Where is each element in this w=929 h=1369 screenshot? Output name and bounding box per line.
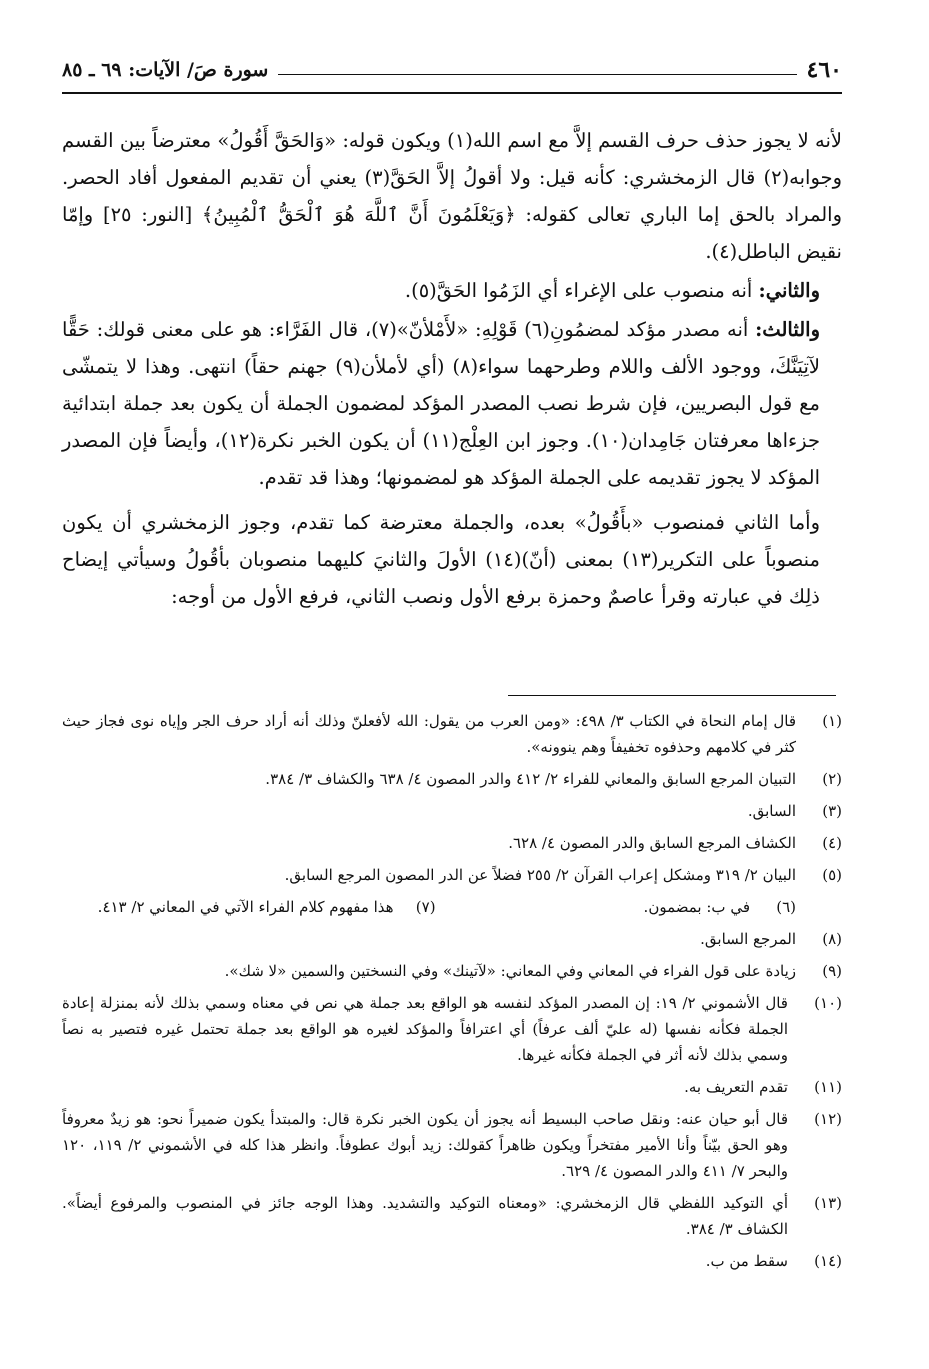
paragraph-1: لأنه لا يجوز حذف حرف القسم إلاَّ مع اسم الله(١) ويكون قوله: «وَالحَقَّ أَقُولُ» معترضاً بين القسم وجوابه(٢) قال الزمخشري: كأنه قيل: ولا أقولُ إلاَّ الحَقَّ(٣) يعني أن تقديم المفعول أفاد الحصر. والمراد بالحق إما الباري تعالى كقوله: ﴿وَيَعْلَمُونَ أَنَّ ٱللَّهَ هُوَ ٱلْحَقُّ ٱلْمُبِينُ﴾ [النور: ٢٥] وإمّا نقيض الباطل(٤). [62,129,843,263]
footnote-number: (٤) [822,834,842,852]
footnote-number: (١١) [814,1078,842,1096]
footnote-10 [62,990,842,1068]
footnote-text: قال أبو حيان عنه: ونقل صاحب البسيط أنه يجوز أن يكون الخبر نكرة قال: والمبتدأ يكون ضميراً نحو: هو زيدٌ معروفاً وهو الحق بيّناً وأنا الأمير مفتخراً ويكون ظاهراً كقولك: زيد أبوك عطوفاً. وانظر هذا كله في الأشموني ٢/ ١١٩، ١٢٠ والبحر ٧/ ٤١١ والدر المصون ٤/ ٦٢٩. [62,1110,788,1180]
chapter-title: سورة صَ/ الآيات: ٦٩ ـ ٨٥ [62,59,269,81]
footnote-number: (٩) [822,962,842,980]
footnote-number: (١٢) [814,1110,842,1128]
footnote-number: (٧) [415,898,436,916]
footnote-text: سقط من ب. [705,1252,788,1270]
footnote-text: في ب: بمضمون. [643,898,750,916]
paragraph-2-text: أنه منصوب على الإغراء أي الزَمُوا الحَقَّ(٥). [404,279,759,302]
header-rule [278,74,796,75]
footnote-text: السابق. [747,802,796,820]
footnote-text: الكشاف المرجع السابق والدر المصون ٤/ ٦٢٨. [508,834,796,852]
paragraph-3-text: أنه مصدر مؤكد لمضمُونِ(٦) قَوْلِهِ: «لأَمْلأنّ»(٧)، قال الفَرَّاء: هو على معنى قولك: حَقًّا لآتِيَنَّكَ، ووجود الألف واللام وطرحهما سواء(٨) (أي لأملأن(٩) جهنم حقاً) انتهى. وهذا لا يتمشّى مع قول البصريين، فإن شرط نصب المصدر المؤكد لمضمون الجملة أن يكون بعد جملة ابتدائية جزءاها معرفتان جَامِدان(١٠). وجوز ابن العِلْج(١١) أن يكون الخبر نكرة(١٢)، وأيضاً فإن المصدر المؤكد لا يجوز تقديمه على الجملة المؤكد هو لمضمونها؛ وهذا قد تقدم. [62,318,820,489]
footnote-2 [62,766,842,792]
footnote-text: قال إمام النحاة في الكتاب ٣/ ٤٩٨: «ومن العرب من يقول: الله لأفعلنّ وذلك أنه أراد حرف الجر وإياه نوى فجاز حيث كثر في كلامهم وحذفوه تخفيفاً وهم ينوونه». [62,712,796,756]
paragraph-3 [62,311,842,496]
footnote-text: تقدم التعريف به. [684,1078,788,1096]
footnote-11 [62,1074,842,1100]
footnote-text: البيان ٢/ ٣١٩ ومشكل إعراب القرآن ٢/ ٢٥٥ فضلاً عن الدر المصون المرجع السابق. [284,866,796,884]
paragraph-3-lead: والثالث: [755,318,820,341]
footnote-text: زيادة على قول الفراء في المعاني وفي المعاني: «لآتينك» وفي النسختين والسمين «لا شك». [224,962,796,980]
footnote-9 [62,958,842,984]
header-divider [62,92,842,94]
footnote-number: (٨) [822,930,842,948]
page-number: ٤٦٠ [806,57,842,83]
footnote-8 [62,926,842,952]
footnote-number: (٦) [776,898,796,916]
footnote-number: (١) [822,712,842,730]
footnote-number: (١٣) [814,1194,842,1212]
running-header [62,54,842,86]
footnotes [62,708,842,1280]
footnote-13 [62,1190,842,1242]
main-text [62,122,842,615]
footnote-number: (١٠) [814,994,842,1012]
footnote-number: (١٤) [814,1252,842,1270]
footnote-text: أي التوكيد اللفظي قال الزمخشري: «ومعناه التوكيد والتشديد. وهذا الوجه جائز في المنصوب والمرفوع أيضاً». الكشاف ٣/ ٣٨٤. [62,1194,788,1238]
footnote-5 [62,862,842,888]
footnote-text: قال الأشموني ٢/ ١٩: إن المصدر المؤكد لنفسه هو الواقع بعد جملة هي نص في معناه وسمي بذلك لأنه بمنزلة إعادة الجملة فكأنه نفسها (له عليّ ألف عرفاً) أي اعترافاً والمؤكد لغيره هو الواقع بعد جملة تحتمل غيره فتصير به نصاً وسمي بذلك لأنه أثر في الجملة فكأنه غيرها. [62,994,788,1064]
footnote-text: المرجع السابق. [700,930,796,948]
footnote-text: هذا مفهوم كلام الفراء الآتي في المعاني ٢/ ٤١٣. [97,898,394,916]
paragraph-2 [62,272,842,309]
footnote-separator [508,695,836,696]
footnote-1 [62,708,842,760]
footnote-3 [62,798,842,824]
footnote-pair-6-7 [62,894,842,920]
footnote-4 [62,830,842,856]
footnote-7 [62,894,436,920]
footnote-6 [452,894,796,920]
footnote-12 [62,1106,842,1184]
footnote-14 [62,1248,842,1274]
paragraph-4: وأما الثاني فمنصوب «بأَقُولُ» بعده، والجملة معترضة كما تقدم، وجوز الزمخشري أن يكون منصوباً على التكرير(١٣) بمعنى (أنّ)(١٤) الأولَ والثانيَ كليهما منصوبان بأقُولُ وسيأتي إيضاح ذلِك في عبارته وقرأ عاصمٌ وحمزة برفع الأول ونصب الثاني، فرفع الأول من أوجه: [62,511,820,608]
footnote-number: (٣) [822,802,842,820]
footnote-number: (٥) [822,866,842,884]
footnote-text: التبيان المرجع السابق والمعاني للفراء ٢/ ٤١٢ والدر المصون ٤/ ٦٣٨ والكشاف ٣/ ٣٨٤. [265,770,796,788]
paragraph-2-lead: والثاني: [758,279,820,302]
footnote-number: (٢) [822,770,842,788]
